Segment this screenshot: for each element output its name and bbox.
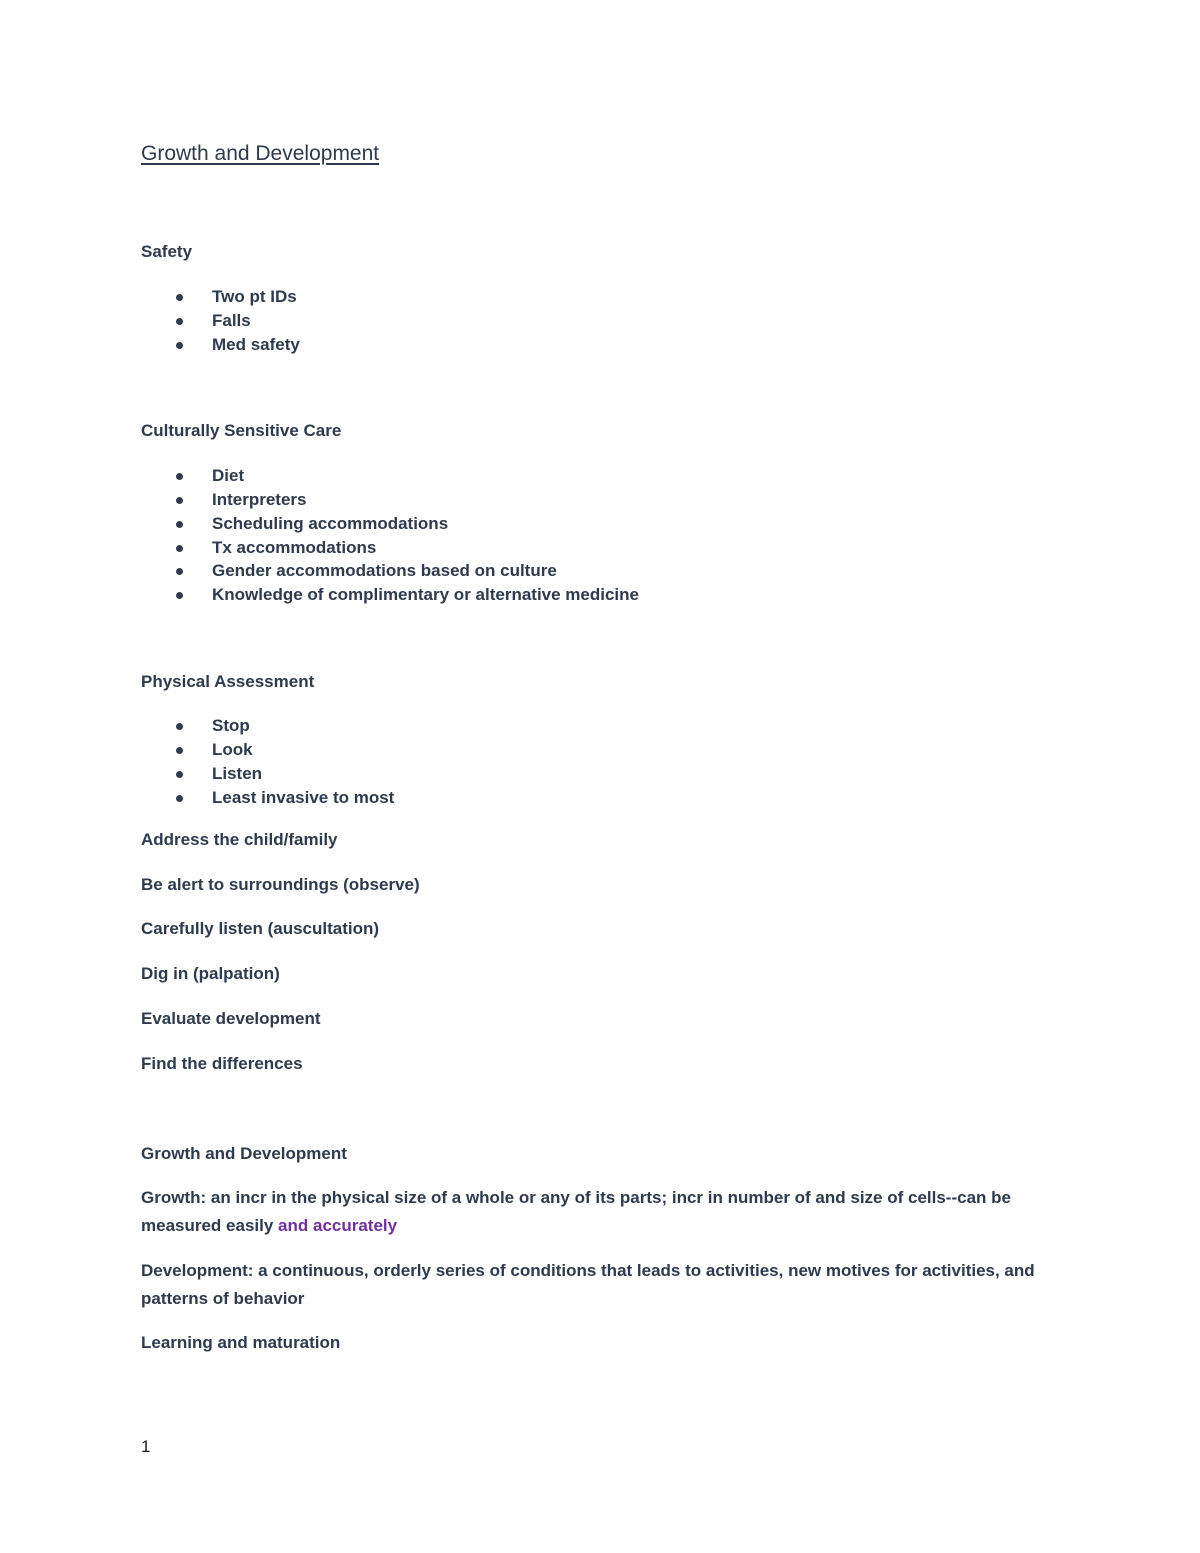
- list-item-text: Listen: [212, 764, 263, 783]
- assessment-step: Be alert to surroundings (observe): [141, 875, 420, 894]
- list-item: [170, 762, 262, 786]
- growth-definition-accent: and accurately: [278, 1216, 398, 1235]
- list-item: [170, 559, 557, 583]
- list-item-text: Falls: [212, 311, 251, 330]
- list-item-text: Two pt IDs: [212, 287, 297, 306]
- learning-maturation: Learning and maturation: [141, 1333, 341, 1352]
- list-item-text: Med safety: [212, 335, 300, 354]
- growth-definition: [141, 1184, 1041, 1240]
- assessment-step: Address the child/family: [141, 830, 338, 849]
- list-item: [170, 285, 297, 309]
- section-heading-physical: Physical Assessment: [141, 672, 315, 691]
- bullet-icon: [176, 342, 183, 349]
- bullet-icon: [176, 592, 183, 599]
- list-item: [170, 512, 448, 536]
- bullet-icon: [176, 497, 183, 504]
- assessment-step: Dig in (palpation): [141, 964, 280, 983]
- list-item-text: Interpreters: [212, 490, 307, 509]
- list-item: [170, 714, 250, 738]
- page-title: Growth and Development: [141, 142, 380, 165]
- list-item-text: Diet: [212, 466, 245, 485]
- assessment-step: Carefully listen (auscultation): [141, 919, 380, 938]
- bullet-icon: [176, 473, 183, 480]
- list-item-text: Stop: [212, 716, 250, 735]
- bullet-icon: [176, 723, 183, 730]
- section-heading-growth: Growth and Development: [141, 1144, 347, 1163]
- page-number: 1: [141, 1437, 151, 1456]
- bullet-icon: [176, 521, 183, 528]
- bullet-icon: [176, 545, 183, 552]
- development-definition: Development: a continuous, orderly series of conditions that leads to activities, new motives for activities, and patterns of behavior: [141, 1261, 1035, 1308]
- list-item-text: Knowledge of complimentary or alternative medicine: [212, 585, 639, 604]
- bullet-icon: [176, 771, 183, 778]
- list-item-text: Least invasive to most: [212, 788, 395, 807]
- section-heading-safety: Safety: [141, 242, 193, 261]
- list-item: [170, 488, 306, 512]
- bullet-icon: [176, 795, 183, 802]
- bullet-icon: [176, 747, 183, 754]
- bullet-icon: [176, 568, 183, 575]
- list-item: [170, 738, 253, 762]
- bullet-icon: [176, 294, 183, 301]
- section-heading-cultural: Culturally Sensitive Care: [141, 421, 342, 440]
- list-item: [170, 309, 251, 333]
- list-item: [170, 333, 300, 357]
- growth-definition-text: Growth: an incr in the physical size of a whole or any of its parts; incr in number of and size of cells--can be measured easily: [141, 1188, 1011, 1235]
- list-item-text: Tx accommodations: [212, 538, 377, 557]
- list-item-text: Look: [212, 740, 253, 759]
- list-item-text: Gender accommodations based on culture: [212, 561, 557, 580]
- list-item-text: Scheduling accommodations: [212, 514, 449, 533]
- bullet-icon: [176, 318, 183, 325]
- assessment-step: Evaluate development: [141, 1009, 321, 1028]
- list-item: [170, 536, 376, 560]
- list-item: [170, 786, 394, 810]
- assessment-step: Find the differences: [141, 1054, 303, 1073]
- list-item: [170, 464, 244, 488]
- list-item: [170, 583, 639, 607]
